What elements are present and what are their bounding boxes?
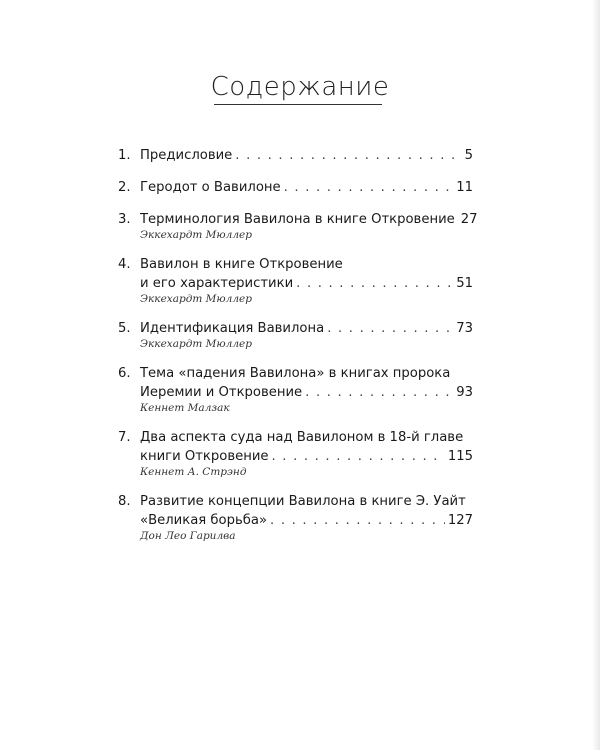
toc-entry [118,492,473,543]
toc-entry-number: 8. [118,494,131,509]
toc-entry-line [118,511,473,530]
toc-entry-title-continued: книги Откровение [140,449,269,464]
toc-entry-title-continued: Иеремии и Откровение [140,385,303,400]
toc-entry-author: Кеннет Малзак [140,402,230,414]
toc-entry-title: Терминология Вавилона в книге Откровение [140,212,455,227]
toc-entry-title-continued: «Великая борьба» [140,513,268,528]
toc-entry-title: Геродот о Вавилоне [140,180,281,195]
toc-entry-author: Эккехардт Мюллер [140,293,252,305]
toc-entry [118,319,473,351]
toc-entry-author: Эккехардт Мюллер [140,229,252,241]
toc-entry-line [118,178,473,197]
toc-entry-page: 11 [456,180,473,195]
toc-entry [118,255,473,306]
toc-entry-line [118,274,473,293]
toc-entry-page: 93 [456,385,473,400]
toc-entry-line [118,447,473,466]
toc-entry-number: 7. [118,430,131,445]
toc-entry-title: Два аспекта суда над Вавилоном в 18-й главе [140,430,464,445]
toc-entry-page: 115 [447,449,473,464]
toc-entry-number: 3. [118,212,131,227]
toc-entry-author: Кеннет А. Стрэнд [140,466,247,478]
page-title: Содержание [210,72,390,102]
dot-leader [272,447,445,466]
toc-entry-page: 5 [464,148,473,163]
toc-entry-title: Тема «падения Вавилона» в книгах пророка [140,366,451,381]
toc-entry-line [118,428,473,447]
toc-entry-line [118,364,473,383]
toc-entry-number: 1. [118,148,131,163]
toc-entry-line [118,255,473,274]
dot-leader [284,178,454,197]
toc-entry-number: 2. [118,180,131,195]
dot-leader [327,319,453,338]
toc-entry [118,428,473,479]
toc-entry [118,364,473,415]
toc-entry-number: 4. [118,257,131,272]
toc-entry-page: 127 [447,513,473,528]
toc-entry-author: Дон Лео Гарилва [140,530,236,542]
page-edge-shadow [592,0,600,750]
toc-entry-number: 5. [118,321,131,336]
toc-entry-title-continued: и его характеристики [140,276,294,291]
toc-entry [118,178,473,197]
toc-entry-page: 73 [456,321,473,336]
dot-leader [235,146,461,165]
dot-leader [270,511,445,530]
toc-entry-page: 51 [456,276,473,291]
toc-entry [118,210,478,242]
toc-entry-title: Предисловие [140,148,233,163]
toc-entry-title: Вавилон в книге Откровение [140,257,343,272]
toc-entry-line [118,146,473,165]
toc-entry [118,146,473,165]
toc-entry-line [118,383,473,402]
dot-leader [296,274,453,293]
dot-leader [305,383,453,402]
toc-entry-title: Идентификация Вавилона [140,321,325,336]
toc-entry-line [118,492,473,511]
table-of-contents [118,146,478,556]
title-underline [214,104,382,105]
toc-entry-line [118,210,478,229]
toc-entry-author: Эккехардт Мюллер [140,338,252,350]
toc-entry-number: 6. [118,366,131,381]
toc-entry-line [118,319,473,338]
toc-entry-page: 27 [460,212,478,227]
toc-entry-title: Развитие концепции Вавилона в книге Э. Уайт [140,494,466,509]
